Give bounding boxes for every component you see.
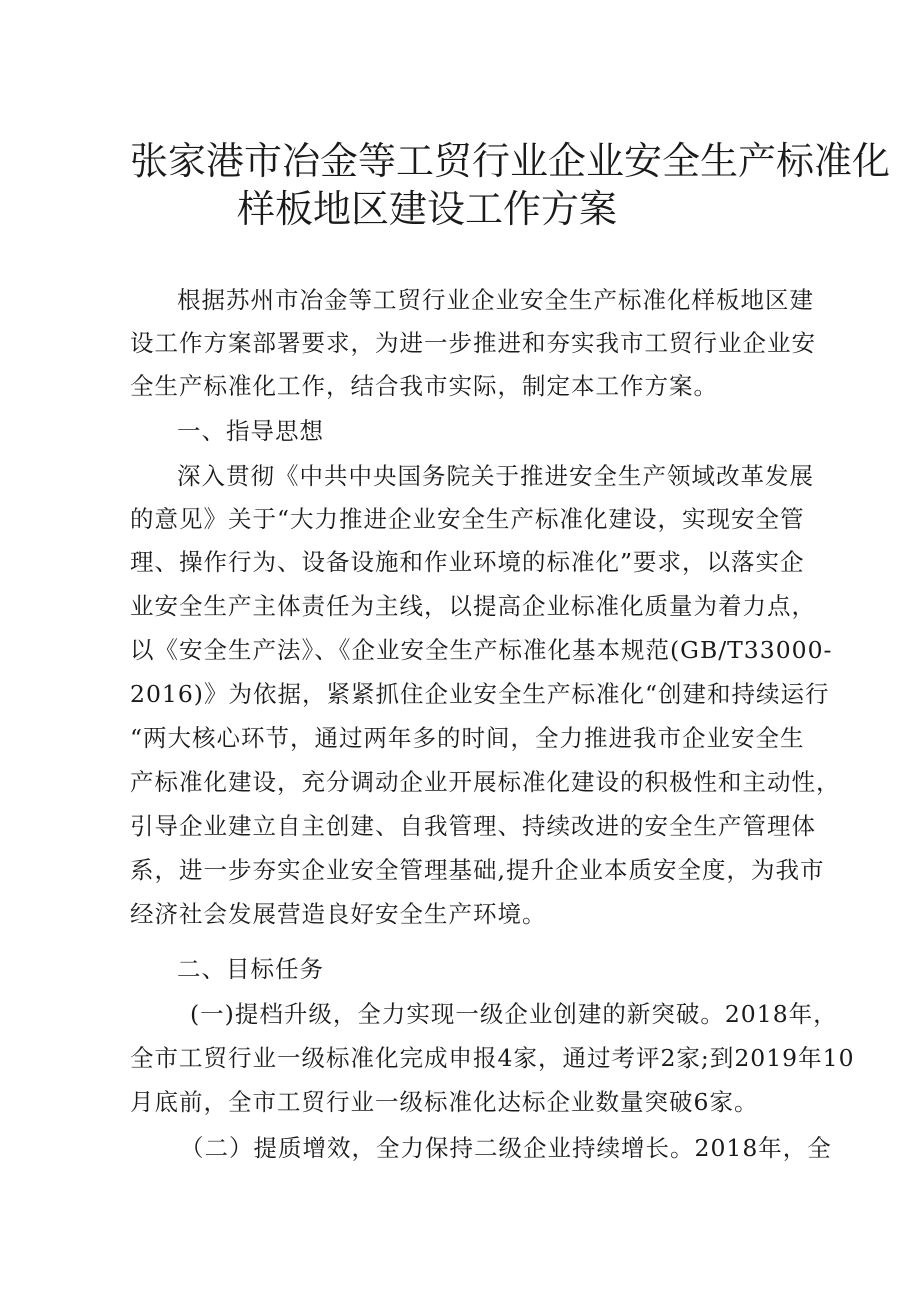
section-heading: 一、指导思想: [177, 417, 324, 445]
body-line: 业安全生产主体责任为主线，以提高企业标准化质量为着力点，: [130, 592, 816, 620]
body-line: 全生产标准化工作，结合我市实际，制定本工作方案。: [130, 372, 718, 400]
body-line: (一)提档升级，全力实现一级企业创建的新突破。2018年，: [190, 1000, 838, 1028]
body-line: 2016)》为依据，紧紧抓住企业安全生产标准化“创建和持续运行: [130, 680, 830, 708]
body-line: 引导企业建立自主创建、自我管理、持续改进的安全生产管理体: [130, 812, 816, 840]
body-line: 系，进一步夯实企业安全管理基础,提升企业本质安全度，为我市: [130, 856, 825, 884]
section-heading: 二、目标任务: [177, 955, 324, 983]
body-line: “两大核心环节，通过两年多的时间，全力推进我市企业安全生: [130, 724, 805, 752]
body-line: 经济社会发展营造良好安全生产环境。: [130, 900, 547, 928]
document-title-line-2: 样板地区建设工作方案: [237, 187, 618, 231]
document-title-line-1: 张家港市冶金等工贸行业企业安全生产标准化: [130, 139, 891, 183]
body-line: （二）提质增效，全力保持二级企业持续增长。2018年，全: [180, 1134, 832, 1162]
body-line: 设工作方案部署要求，为进一步推进和夯实我市工贸行业企业安: [130, 329, 816, 357]
body-line: 的意见》关于“大力推进企业安全生产标准化建设，实现安全管: [130, 505, 805, 533]
body-line: 全市工贸行业一级标准化完成申报4家，通过考评2家;到2019年10: [130, 1044, 855, 1072]
body-line: 根据苏州市冶金等工贸行业企业安全生产标准化样板地区建: [177, 286, 814, 314]
body-line: 产标准化建设，充分调动企业开展标准化建设的积极性和主动性，: [130, 768, 841, 796]
body-line: 理、操作行为、设备设施和作业环境的标准化”要求，以落实企: [130, 548, 805, 576]
body-line: 以《安全生产法》、《企业安全生产标准化基本规范(GB/T33000-: [130, 636, 833, 664]
body-line: 深入贯彻《中共中央国务院关于推进安全生产领域改革发展: [177, 462, 814, 490]
body-line: 月底前，全市工贸行业一级标准化达标企业数量突破6家。: [130, 1088, 759, 1116]
